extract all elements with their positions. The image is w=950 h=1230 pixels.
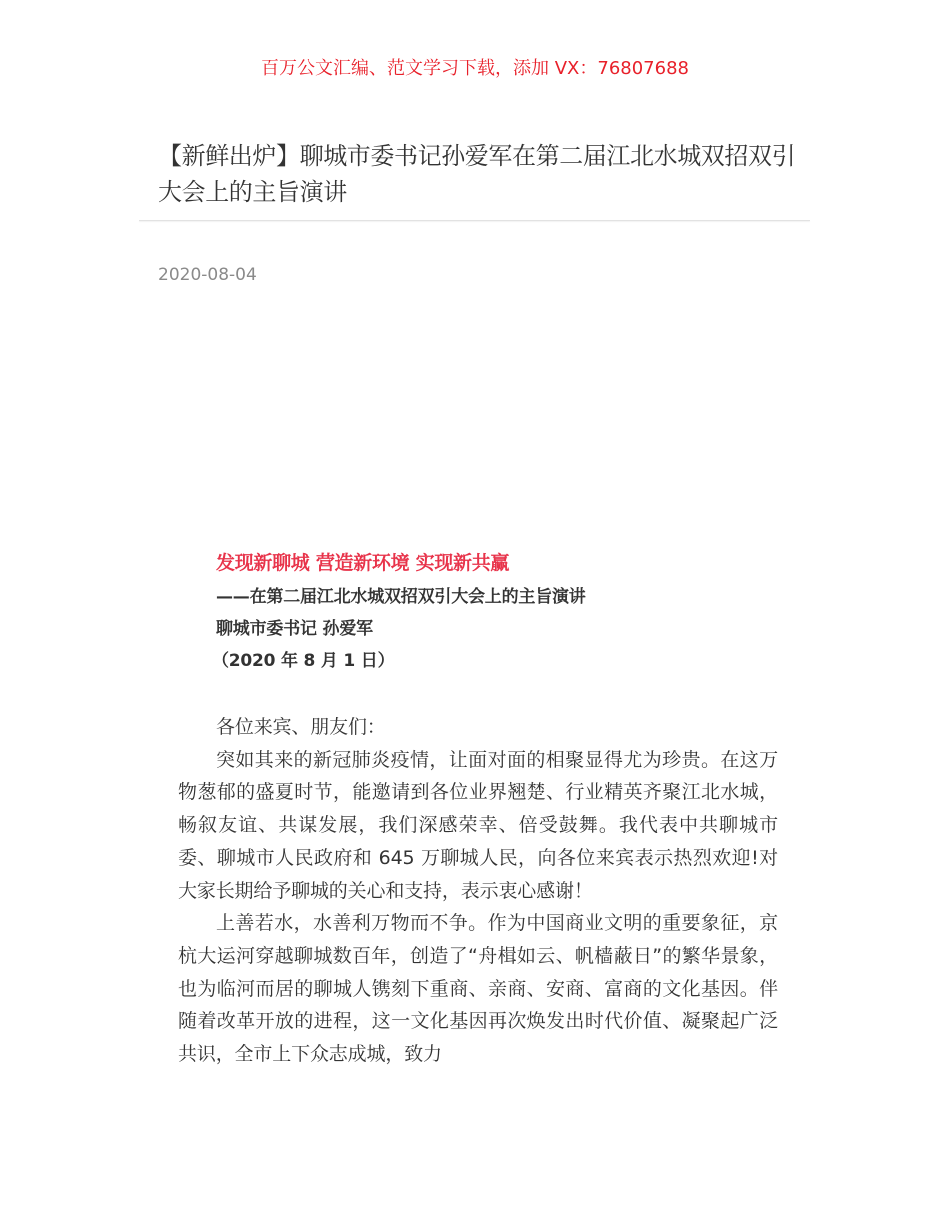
speech-subtitle: ——在第二届江北水城双招双引大会上的主旨演讲 bbox=[216, 587, 586, 607]
body-paragraph: 各位来宾、朋友们： bbox=[216, 716, 386, 738]
article-date: 2020-08-04 bbox=[158, 265, 257, 285]
speech-date: （2020 年 8 月 1 日） bbox=[212, 651, 395, 671]
speech-speaker: 聊城市委书记 孙爱军 bbox=[216, 619, 373, 639]
article-title: 【新鲜出炉】聊城市委书记孙爱军在第二届江北水城双招双引大会上的主旨演讲 bbox=[158, 142, 796, 206]
body-paragraph: 上善若水，水善利万物而不争。作为中国商业文明的重要象征，京杭大运河穿越聊城数百年，创造了“舟楫如云、帆樯蔽日”的繁华景象，也为临河而居的聊城人镌刻下重商、亲商、安商、富商的文化基因。伴随着改革开放的进程，这一文化基因再次焕发出时代价值、凝聚起广泛共识，全市上下众志成城，致力 bbox=[178, 912, 778, 1066]
promo-banner: 百万公文汇编、范文学习下载，添加 VX：76807688 bbox=[261, 58, 689, 79]
title-divider bbox=[139, 220, 810, 221]
body-paragraph: 突如其来的新冠肺炎疫情，让面对面的相聚显得尤为珍贵。在这万物葱郁的盛夏时节，能邀请到各位业界翘楚、行业精英齐聚江北水城，畅叙友谊、共谋发展，我们深感荣幸、倍受鼓舞。我代表中共聊城市委、聊城市人民政府和 645 万聊城人民，向各位来宾表示热烈欢迎!对大家长期给予聊城的关心和支持，表示衷心感谢！ bbox=[178, 748, 778, 902]
speech-header bbox=[212, 548, 816, 677]
speech-body bbox=[178, 711, 778, 1071]
speech-headline: 发现新聊城 营造新环境 实现新共赢 bbox=[216, 552, 510, 574]
